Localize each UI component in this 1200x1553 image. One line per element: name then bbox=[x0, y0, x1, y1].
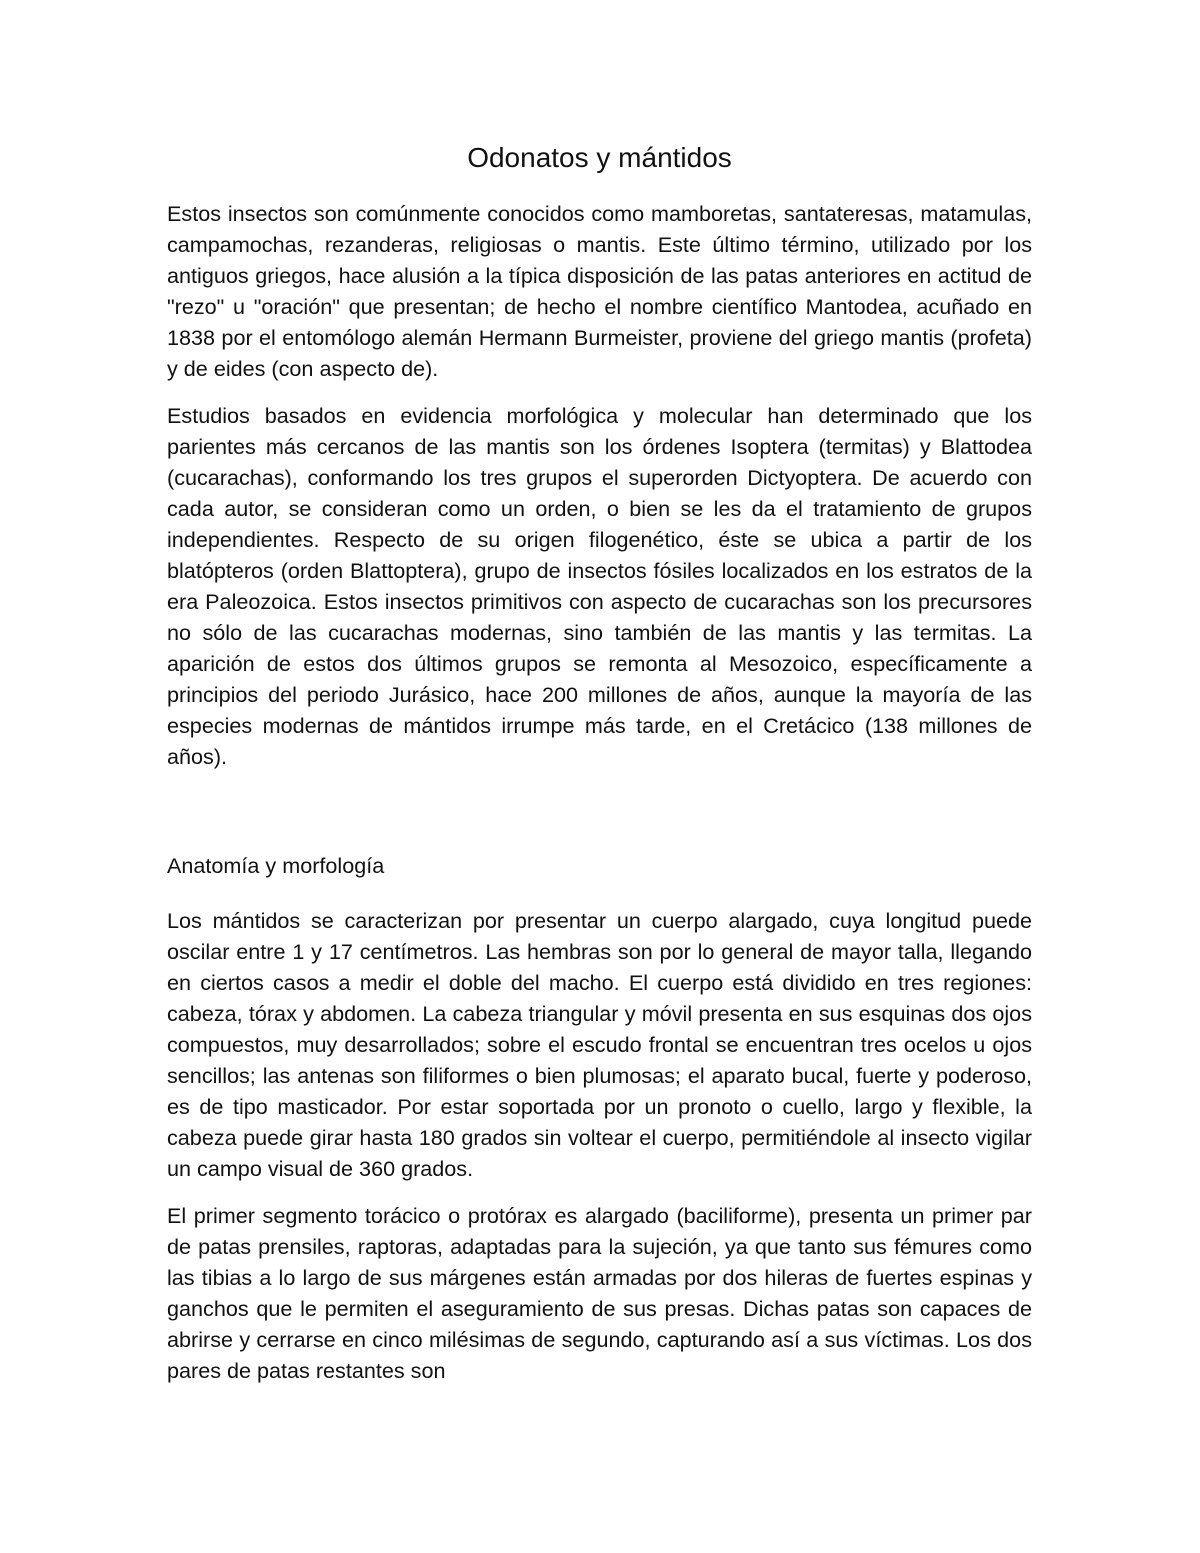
intro-paragraph-2: Estudios basados en evidencia morfológica y molecular han determinado que los parientes más cercanos de las mantis son los órdenes Isoptera (termitas) y Blattodea (cucarachas), conformando los tres grupos el superorden Dictyoptera. De acuerdo con cada autor, se consideran como un orden, o bien se les da el tratamiento de grupos independientes. Respecto de su origen filogenético, éste se ubica a partir de los blatópteros (orden Blattoptera), grupo de insectos fósiles localizados en los estratos de la era Paleozoica. Estos insectos primitivos con aspecto de cucarachas son los precursores no sólo de las cucarachas modernas, sino también de las mantis y las termitas. La aparición de estos dos últimos grupos se remonta al Mesozoico, específicamente a principios del periodo Jurásico, hace 200 millones de años, aunque la mayoría de las especies modernas de mántidos irrumpe más tarde, en el Cretácico (138 millones de años). bbox=[167, 403, 1032, 769]
section-heading: Anatomía y morfología bbox=[167, 853, 385, 878]
blank-space bbox=[167, 788, 1032, 850]
section-paragraph-1: Los mántidos se caracterizan por presentar un cuerpo alargado, cuya longitud puede oscilar entre 1 y 17 centímetros. Las hembras son por lo general de mayor talla, llegando en ciertos casos a medir el doble del macho. El cuerpo está dividido en tres regiones: cabeza, tórax y abdomen. La cabeza triangular y móvil presenta en sus esquinas dos ojos compuestos, muy desarrollados; sobre el escudo frontal se encuentran tres ocelos u ojos sencillos; las antenas son filiformes o bien plumosas; el aparato bucal, fuerte y poderoso, es de tipo masticador. Por estar soportada por un pronoto o cuello, largo y flexible, la cabeza puede girar hasta 180 grados sin voltear el cuerpo, permitiéndole al insecto vigilar un campo visual de 360 grados. bbox=[167, 908, 1032, 1181]
section-paragraph-2: El primer segmento torácico o protórax es alargado (baciliforme), presenta un primer par de patas prensiles, raptoras, adaptadas para la sujeción, ya que tanto sus fémures como las tibias a lo largo de sus márgenes están armadas por dos hileras de fuertes espinas y ganchos que le permiten el aseguramiento de sus presas. Dichas patas son capaces de abrirse y cerrarse en cinco milésimas de segundo, capturando así a sus víctimas. Los dos pares de patas restantes son bbox=[167, 1203, 1032, 1383]
page-title: Odonatos y mántidos bbox=[467, 142, 732, 173]
intro-paragraph-1: Estos insectos son comúnmente conocidos como mamboretas, santateresas, matamulas, campamochas, rezanderas, religiosas o mantis. Este último término, utilizado por los antiguos griegos, hace alusión a la típica disposición de las patas anteriores en actitud de "rezo" u "oración" que presentan; de hecho el nombre científico Mantodea, acuñado en 1838 por el entomólogo alemán Hermann Burmeister, proviene del griego mantis (profeta) y de eides (con aspecto de). bbox=[167, 201, 1032, 381]
document-page bbox=[167, 136, 1032, 1402]
